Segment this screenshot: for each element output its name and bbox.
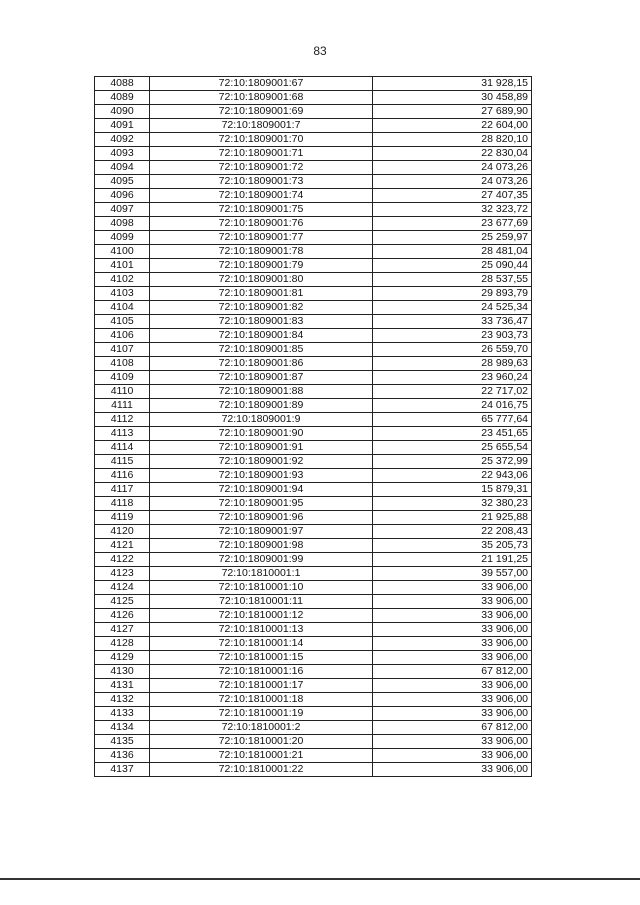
- cadastral-number-cell: 72:10:1809001:69: [150, 105, 373, 119]
- cadastral-number-cell: 72:10:1809001:88: [150, 385, 373, 399]
- value-cell: 21 191,25: [373, 553, 532, 567]
- value-cell: 33 906,00: [373, 595, 532, 609]
- cadastral-number-cell: 72:10:1809001:92: [150, 455, 373, 469]
- table-row: [95, 693, 532, 707]
- row-number-cell: 4135: [95, 735, 150, 749]
- table-row: [95, 217, 532, 231]
- table-row: [95, 343, 532, 357]
- table-row: [95, 147, 532, 161]
- table-row: [95, 679, 532, 693]
- row-number-cell: 4105: [95, 315, 150, 329]
- row-number-cell: 4136: [95, 749, 150, 763]
- value-cell: 22 717,02: [373, 385, 532, 399]
- value-cell: 22 604,00: [373, 119, 532, 133]
- row-number-cell: 4127: [95, 623, 150, 637]
- value-cell: 65 777,64: [373, 413, 532, 427]
- table-row: [95, 609, 532, 623]
- value-cell: 23 960,24: [373, 371, 532, 385]
- cadastral-number-cell: 72:10:1810001:14: [150, 637, 373, 651]
- table-row: [95, 273, 532, 287]
- row-number-cell: 4106: [95, 329, 150, 343]
- table-row: [95, 749, 532, 763]
- cadastral-number-cell: 72:10:1809001:94: [150, 483, 373, 497]
- row-number-cell: 4113: [95, 427, 150, 441]
- table-row: [95, 553, 532, 567]
- value-cell: 32 380,23: [373, 497, 532, 511]
- table-row: [95, 371, 532, 385]
- row-number-cell: 4091: [95, 119, 150, 133]
- row-number-cell: 4112: [95, 413, 150, 427]
- row-number-cell: 4118: [95, 497, 150, 511]
- row-number-cell: 4100: [95, 245, 150, 259]
- value-cell: 33 906,00: [373, 581, 532, 595]
- row-number-cell: 4104: [95, 301, 150, 315]
- value-cell: 25 655,54: [373, 441, 532, 455]
- cadastral-number-cell: 72:10:1809001:70: [150, 133, 373, 147]
- table-row: [95, 427, 532, 441]
- table-row: [95, 105, 532, 119]
- table-row: [95, 259, 532, 273]
- cadastral-number-cell: 72:10:1809001:99: [150, 553, 373, 567]
- cadastral-number-cell: 72:10:1809001:9: [150, 413, 373, 427]
- table-row: [95, 301, 532, 315]
- cadastral-number-cell: 72:10:1809001:97: [150, 525, 373, 539]
- cadastral-number-cell: 72:10:1809001:90: [150, 427, 373, 441]
- table-row: [95, 441, 532, 455]
- value-cell: 15 879,31: [373, 483, 532, 497]
- row-number-cell: 4133: [95, 707, 150, 721]
- cadastral-number-cell: 72:10:1810001:22: [150, 763, 373, 777]
- cadastral-number-cell: 72:10:1810001:10: [150, 581, 373, 595]
- row-number-cell: 4115: [95, 455, 150, 469]
- table-row: [95, 315, 532, 329]
- row-number-cell: 4117: [95, 483, 150, 497]
- table-row: [95, 721, 532, 735]
- row-number-cell: 4096: [95, 189, 150, 203]
- row-number-cell: 4093: [95, 147, 150, 161]
- value-cell: 33 906,00: [373, 749, 532, 763]
- table-row: [95, 329, 532, 343]
- cadastral-number-cell: 72:10:1810001:1: [150, 567, 373, 581]
- table-row: [95, 385, 532, 399]
- value-cell: 28 989,63: [373, 357, 532, 371]
- bottom-rule: [0, 878, 640, 880]
- value-cell: 32 323,72: [373, 203, 532, 217]
- row-number-cell: 4130: [95, 665, 150, 679]
- value-cell: 33 906,00: [373, 693, 532, 707]
- value-cell: 28 537,55: [373, 273, 532, 287]
- table-row: [95, 735, 532, 749]
- row-number-cell: 4094: [95, 161, 150, 175]
- value-cell: 21 925,88: [373, 511, 532, 525]
- table-row: [95, 581, 532, 595]
- cadastral-number-cell: 72:10:1809001:85: [150, 343, 373, 357]
- table-row: [95, 133, 532, 147]
- value-cell: 22 208,43: [373, 525, 532, 539]
- cadastral-number-cell: 72:10:1809001:96: [150, 511, 373, 525]
- value-cell: 25 372,99: [373, 455, 532, 469]
- row-number-cell: 4116: [95, 469, 150, 483]
- value-cell: 24 525,34: [373, 301, 532, 315]
- row-number-cell: 4129: [95, 651, 150, 665]
- cadastral-number-cell: 72:10:1810001:20: [150, 735, 373, 749]
- value-cell: 25 259,97: [373, 231, 532, 245]
- cadastral-number-cell: 72:10:1809001:86: [150, 357, 373, 371]
- row-number-cell: 4108: [95, 357, 150, 371]
- cadastral-number-cell: 72:10:1810001:17: [150, 679, 373, 693]
- row-number-cell: 4088: [95, 77, 150, 91]
- table-row: [95, 623, 532, 637]
- row-number-cell: 4122: [95, 553, 150, 567]
- table-row: [95, 413, 532, 427]
- table-row: [95, 511, 532, 525]
- cadastral-number-cell: 72:10:1809001:83: [150, 315, 373, 329]
- value-cell: 28 481,04: [373, 245, 532, 259]
- value-cell: 67 812,00: [373, 721, 532, 735]
- cadastral-number-cell: 72:10:1809001:74: [150, 189, 373, 203]
- page-number: 83: [313, 44, 327, 58]
- cadastral-number-cell: 72:10:1810001:11: [150, 595, 373, 609]
- table-row: [95, 665, 532, 679]
- row-number-cell: 4101: [95, 259, 150, 273]
- value-cell: 67 812,00: [373, 665, 532, 679]
- table-row: [95, 595, 532, 609]
- table-row: [95, 567, 532, 581]
- cadastral-value-table: [94, 76, 532, 777]
- cadastral-number-cell: 72:10:1809001:7: [150, 119, 373, 133]
- value-cell: 35 205,73: [373, 539, 532, 553]
- cadastral-number-cell: 72:10:1810001:12: [150, 609, 373, 623]
- row-number-cell: 4124: [95, 581, 150, 595]
- cadastral-number-cell: 72:10:1810001:18: [150, 693, 373, 707]
- row-number-cell: 4090: [95, 105, 150, 119]
- cadastral-number-cell: 72:10:1809001:73: [150, 175, 373, 189]
- table-row: [95, 91, 532, 105]
- value-cell: 33 906,00: [373, 763, 532, 777]
- cadastral-number-cell: 72:10:1809001:68: [150, 91, 373, 105]
- row-number-cell: 4128: [95, 637, 150, 651]
- row-number-cell: 4097: [95, 203, 150, 217]
- table-row: [95, 161, 532, 175]
- row-number-cell: 4103: [95, 287, 150, 301]
- value-cell: 27 689,90: [373, 105, 532, 119]
- cadastral-number-cell: 72:10:1809001:87: [150, 371, 373, 385]
- cadastral-number-cell: 72:10:1809001:75: [150, 203, 373, 217]
- row-number-cell: 4092: [95, 133, 150, 147]
- cadastral-number-cell: 72:10:1809001:93: [150, 469, 373, 483]
- value-cell: 28 820,10: [373, 133, 532, 147]
- value-cell: 33 906,00: [373, 623, 532, 637]
- cadastral-number-cell: 72:10:1809001:80: [150, 273, 373, 287]
- value-cell: 39 557,00: [373, 567, 532, 581]
- value-cell: 30 458,89: [373, 91, 532, 105]
- table-row: [95, 637, 532, 651]
- row-number-cell: 4131: [95, 679, 150, 693]
- row-number-cell: 4119: [95, 511, 150, 525]
- value-cell: 25 090,44: [373, 259, 532, 273]
- table-row: [95, 245, 532, 259]
- cadastral-number-cell: 72:10:1809001:67: [150, 77, 373, 91]
- row-number-cell: 4095: [95, 175, 150, 189]
- value-cell: 27 407,35: [373, 189, 532, 203]
- cadastral-number-cell: 72:10:1810001:16: [150, 665, 373, 679]
- cadastral-number-cell: 72:10:1809001:84: [150, 329, 373, 343]
- table-row: [95, 357, 532, 371]
- row-number-cell: 4107: [95, 343, 150, 357]
- row-number-cell: 4132: [95, 693, 150, 707]
- value-cell: 31 928,15: [373, 77, 532, 91]
- row-number-cell: 4121: [95, 539, 150, 553]
- table-body: [95, 77, 532, 777]
- cadastral-number-cell: 72:10:1810001:21: [150, 749, 373, 763]
- cadastral-number-cell: 72:10:1810001:2: [150, 721, 373, 735]
- value-cell: 23 451,65: [373, 427, 532, 441]
- value-cell: 22 830,04: [373, 147, 532, 161]
- value-cell: 22 943,06: [373, 469, 532, 483]
- table-row: [95, 175, 532, 189]
- value-cell: 24 073,26: [373, 161, 532, 175]
- cadastral-number-cell: 72:10:1809001:72: [150, 161, 373, 175]
- row-number-cell: 4089: [95, 91, 150, 105]
- value-cell: 33 736,47: [373, 315, 532, 329]
- cadastral-number-cell: 72:10:1809001:82: [150, 301, 373, 315]
- row-number-cell: 4099: [95, 231, 150, 245]
- table-row: [95, 525, 532, 539]
- table-row: [95, 77, 532, 91]
- row-number-cell: 4109: [95, 371, 150, 385]
- cadastral-number-cell: 72:10:1810001:19: [150, 707, 373, 721]
- table-row: [95, 287, 532, 301]
- cadastral-number-cell: 72:10:1809001:77: [150, 231, 373, 245]
- cadastral-number-cell: 72:10:1809001:98: [150, 539, 373, 553]
- row-number-cell: 4125: [95, 595, 150, 609]
- table-row: [95, 651, 532, 665]
- value-cell: 33 906,00: [373, 651, 532, 665]
- row-number-cell: 4123: [95, 567, 150, 581]
- cadastral-number-cell: 72:10:1810001:15: [150, 651, 373, 665]
- cadastral-number-cell: 72:10:1809001:91: [150, 441, 373, 455]
- table-row: [95, 189, 532, 203]
- cadastral-number-cell: 72:10:1809001:78: [150, 245, 373, 259]
- row-number-cell: 4134: [95, 721, 150, 735]
- table-row: [95, 455, 532, 469]
- value-cell: 33 906,00: [373, 637, 532, 651]
- cadastral-number-cell: 72:10:1810001:13: [150, 623, 373, 637]
- table-row: [95, 399, 532, 413]
- table-row: [95, 231, 532, 245]
- cadastral-number-cell: 72:10:1809001:95: [150, 497, 373, 511]
- cadastral-number-cell: 72:10:1809001:79: [150, 259, 373, 273]
- row-number-cell: 4111: [95, 399, 150, 413]
- cadastral-number-cell: 72:10:1809001:71: [150, 147, 373, 161]
- value-cell: 29 893,79: [373, 287, 532, 301]
- value-cell: 33 906,00: [373, 707, 532, 721]
- value-cell: 24 073,26: [373, 175, 532, 189]
- row-number-cell: 4120: [95, 525, 150, 539]
- value-cell: 26 559,70: [373, 343, 532, 357]
- table-row: [95, 119, 532, 133]
- row-number-cell: 4110: [95, 385, 150, 399]
- table-row: [95, 539, 532, 553]
- cadastral-number-cell: 72:10:1809001:76: [150, 217, 373, 231]
- row-number-cell: 4126: [95, 609, 150, 623]
- cadastral-number-cell: 72:10:1809001:81: [150, 287, 373, 301]
- value-cell: 33 906,00: [373, 609, 532, 623]
- row-number-cell: 4102: [95, 273, 150, 287]
- row-number-cell: 4137: [95, 763, 150, 777]
- table-row: [95, 763, 532, 777]
- value-cell: 23 903,73: [373, 329, 532, 343]
- cadastral-number-cell: 72:10:1809001:89: [150, 399, 373, 413]
- table-row: [95, 707, 532, 721]
- table-row: [95, 469, 532, 483]
- row-number-cell: 4098: [95, 217, 150, 231]
- value-cell: 33 906,00: [373, 735, 532, 749]
- table-row: [95, 203, 532, 217]
- table-row: [95, 497, 532, 511]
- value-cell: 33 906,00: [373, 679, 532, 693]
- value-cell: 24 016,75: [373, 399, 532, 413]
- value-cell: 23 677,69: [373, 217, 532, 231]
- row-number-cell: 4114: [95, 441, 150, 455]
- table-row: [95, 483, 532, 497]
